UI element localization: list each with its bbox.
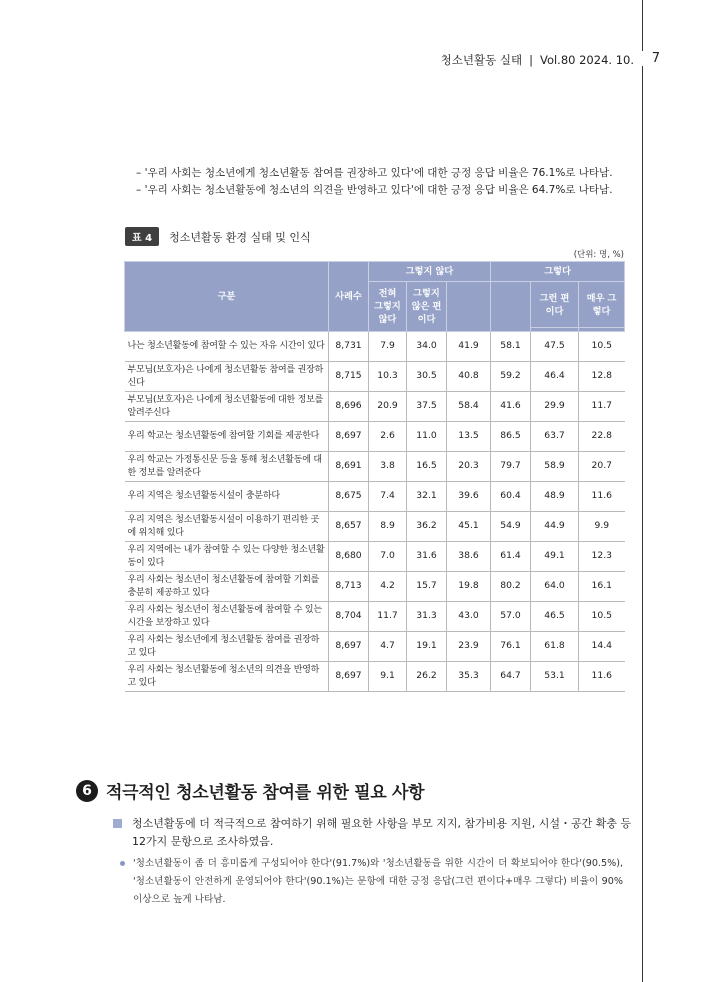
cell-neg: 20.3 — [447, 452, 491, 482]
row-label: 우리 사회는 청소년에게 청소년활동 참여를 권장하고 있다 — [125, 632, 329, 662]
col-header-very-much: 매우 그렇다 — [579, 282, 625, 328]
row-label: 우리 사회는 청소년이 청소년활동에 참여할 기회를 충분히 제공하고 있다 — [125, 572, 329, 602]
cell-neg: 58.4 — [447, 392, 491, 422]
table-row — [125, 362, 625, 392]
cell-neg: 23.9 — [447, 632, 491, 662]
cell-n: 8,697 — [329, 632, 369, 662]
cell-pos: 76.1 — [491, 632, 531, 662]
cell-c: 48.9 — [531, 482, 579, 512]
bullet-item: – '우리 사회는 청소년활동에 청소년의 의견을 반영하고 있다'에 대한 긍정 응답 비율은 64.7%로 나타남. — [136, 184, 613, 196]
cell-c: 63.7 — [531, 422, 579, 452]
cell-d: 12.3 — [579, 542, 625, 572]
table-row — [125, 452, 625, 482]
cell-c: 47.5 — [531, 332, 579, 362]
cell-a: 8.9 — [369, 512, 407, 542]
cell-b: 31.6 — [407, 542, 447, 572]
cell-pos: 58.1 — [491, 332, 531, 362]
row-label: 우리 사회는 청소년이 청소년활동에 참여할 수 있는 시간을 보장하고 있다 — [125, 602, 329, 632]
header-separator: | — [529, 53, 533, 67]
cell-pos: 79.7 — [491, 452, 531, 482]
cell-pos: 61.4 — [491, 542, 531, 572]
table-row — [125, 602, 625, 632]
cell-d: 11.7 — [579, 392, 625, 422]
table-title: 청소년활동 환경 실태 및 인식 — [169, 230, 311, 244]
cell-d: 10.5 — [579, 602, 625, 632]
cell-neg: 43.0 — [447, 602, 491, 632]
cell-a: 2.6 — [369, 422, 407, 452]
cell-neg: 45.1 — [447, 512, 491, 542]
section-detail: '청소년활동이 좀 더 흥미롭게 구성되어야 한다'(91.7%)와 '청소년활동을 위한 시간이 더 확보되어야 한다'(90.5%), '청소년활동이 안전하게 운영되어야 한다'(90.1%)는 문항에 대한 긍정 응답(그런 편이다+매우 그렇다) 비율이 90% 이상으로 높게 나타남. — [133, 858, 623, 905]
cell-b: 32.1 — [407, 482, 447, 512]
bullet-item: – '우리 사회는 청소년에게 청소년활동 참여를 권장하고 있다'에 대한 긍정 응답 비율은 76.1%로 나타남. — [136, 167, 613, 179]
cell-a: 20.9 — [369, 392, 407, 422]
cell-a: 4.7 — [369, 632, 407, 662]
cell-pos: 60.4 — [491, 482, 531, 512]
summary-bullets — [136, 165, 613, 199]
col-header-negative-total — [447, 282, 491, 332]
cell-a: 7.4 — [369, 482, 407, 512]
cell-c: 61.8 — [531, 632, 579, 662]
cell-neg: 19.8 — [447, 572, 491, 602]
cell-c: 46.5 — [531, 602, 579, 632]
table-row — [125, 632, 625, 662]
cell-n: 8,713 — [329, 572, 369, 602]
table-row — [125, 542, 625, 572]
cell-c: 64.0 — [531, 572, 579, 602]
row-label: 부모님(보호자)은 나에게 청소년활동에 대한 정보를 알려주신다 — [125, 392, 329, 422]
table-unit: (단위: 명, %) — [573, 250, 624, 260]
table-caption — [125, 227, 311, 246]
cell-a: 7.0 — [369, 542, 407, 572]
table-body — [125, 332, 625, 692]
cell-b: 37.5 — [407, 392, 447, 422]
row-label: 부모님(보호자)은 나에게 청소년활동 참여를 권장하신다 — [125, 362, 329, 392]
section-heading — [76, 778, 424, 803]
header-volume: Vol.80 2024. 10. — [539, 53, 634, 67]
cell-n: 8,696 — [329, 392, 369, 422]
cell-a: 11.7 — [369, 602, 407, 632]
cell-d: 9.9 — [579, 512, 625, 542]
cell-neg: 38.6 — [447, 542, 491, 572]
col-header-not-at-all: 전혀 그렇지 않다 — [369, 282, 407, 332]
col-header-mostly-not: 그렇지 않은 편이다 — [407, 282, 447, 332]
cell-neg: 41.9 — [447, 332, 491, 362]
cell-pos: 64.7 — [491, 662, 531, 692]
row-label: 우리 학교는 청소년활동에 참여할 기회를 제공한다 — [125, 422, 329, 452]
table-row — [125, 422, 625, 452]
running-header — [441, 52, 634, 68]
cell-b: 16.5 — [407, 452, 447, 482]
cell-c: 29.9 — [531, 392, 579, 422]
cell-a: 3.8 — [369, 452, 407, 482]
cell-b: 30.5 — [407, 362, 447, 392]
cell-n: 8,715 — [329, 362, 369, 392]
cell-c: 46.4 — [531, 362, 579, 392]
cell-n: 8,731 — [329, 332, 369, 362]
table-row — [125, 482, 625, 512]
cell-n: 8,691 — [329, 452, 369, 482]
cell-b: 19.1 — [407, 632, 447, 662]
table-row — [125, 332, 625, 362]
col-header-mostly-yes: 그런 편이다 — [531, 282, 579, 328]
cell-b: 31.3 — [407, 602, 447, 632]
section-paragraph: 청소년활동에 더 적극적으로 참여하기 위해 필요한 사항을 부모 지지, 참가비용 지원, 시설・공간 확충 등 12가지 문항으로 조사하였음. — [132, 817, 632, 848]
cell-a: 4.2 — [369, 572, 407, 602]
section-title: 적극적인 청소년활동 참여를 위한 필요 사항 — [106, 783, 425, 803]
cell-b: 26.2 — [407, 662, 447, 692]
cell-pos: 59.2 — [491, 362, 531, 392]
page-edge-rule — [642, 0, 643, 982]
row-label: 우리 지역은 청소년활동시설이 충분하다 — [125, 482, 329, 512]
cell-neg: 40.8 — [447, 362, 491, 392]
table-row — [125, 662, 625, 692]
table-row — [125, 392, 625, 422]
cell-n: 8,697 — [329, 422, 369, 452]
table-row — [125, 572, 625, 602]
cell-n: 8,657 — [329, 512, 369, 542]
cell-n: 8,680 — [329, 542, 369, 572]
table-label: 표 4 — [125, 227, 159, 246]
cell-a: 10.3 — [369, 362, 407, 392]
cell-n: 8,675 — [329, 482, 369, 512]
cell-c: 58.9 — [531, 452, 579, 482]
col-header-category: 구분 — [125, 262, 329, 332]
cell-b: 15.7 — [407, 572, 447, 602]
cell-c: 53.1 — [531, 662, 579, 692]
cell-d: 16.1 — [579, 572, 625, 602]
cell-d: 10.5 — [579, 332, 625, 362]
row-label: 우리 사회는 청소년활동에 청소년의 의견을 반영하고 있다 — [125, 662, 329, 692]
cell-d: 14.4 — [579, 632, 625, 662]
cell-pos: 86.5 — [491, 422, 531, 452]
row-label: 나는 청소년활동에 참여할 수 있는 자유 시간이 있다 — [125, 332, 329, 362]
cell-pos: 54.9 — [491, 512, 531, 542]
cell-d: 22.8 — [579, 422, 625, 452]
dot-bullet-icon — [120, 861, 125, 866]
cell-b: 34.0 — [407, 332, 447, 362]
cell-neg: 13.5 — [447, 422, 491, 452]
cell-pos: 57.0 — [491, 602, 531, 632]
survey-table — [124, 261, 625, 692]
row-label: 우리 학교는 가정통신문 등을 통해 청소년활동에 대한 정보를 알려준다 — [125, 452, 329, 482]
row-label: 우리 지역은 청소년활동시설이 이용하기 편리한 곳에 위치해 있다 — [125, 512, 329, 542]
cell-neg: 39.6 — [447, 482, 491, 512]
col-group-positive: 그렇다 — [491, 262, 625, 282]
cell-c: 49.1 — [531, 542, 579, 572]
cell-d: 11.6 — [579, 482, 625, 512]
page-number: 7 — [636, 51, 660, 66]
square-bullet-icon — [113, 819, 122, 828]
cell-neg: 35.3 — [447, 662, 491, 692]
col-header-cases: 사례수 — [329, 262, 369, 332]
cell-a: 7.9 — [369, 332, 407, 362]
cell-b: 11.0 — [407, 422, 447, 452]
cell-n: 8,704 — [329, 602, 369, 632]
header-title: 청소년활동 실태 — [440, 53, 523, 67]
section-number-badge: 6 — [76, 780, 98, 802]
table-row — [125, 512, 625, 542]
cell-pos: 80.2 — [491, 572, 531, 602]
cell-c: 44.9 — [531, 512, 579, 542]
cell-pos: 41.6 — [491, 392, 531, 422]
col-header-positive-total — [491, 282, 531, 332]
cell-d: 12.8 — [579, 362, 625, 392]
col-group-negative: 그렇지 않다 — [369, 262, 491, 282]
cell-d: 11.6 — [579, 662, 625, 692]
cell-a: 9.1 — [369, 662, 407, 692]
row-label: 우리 지역에는 내가 참여할 수 있는 다양한 청소년활동이 있다 — [125, 542, 329, 572]
cell-d: 20.7 — [579, 452, 625, 482]
cell-b: 36.2 — [407, 512, 447, 542]
cell-n: 8,697 — [329, 662, 369, 692]
